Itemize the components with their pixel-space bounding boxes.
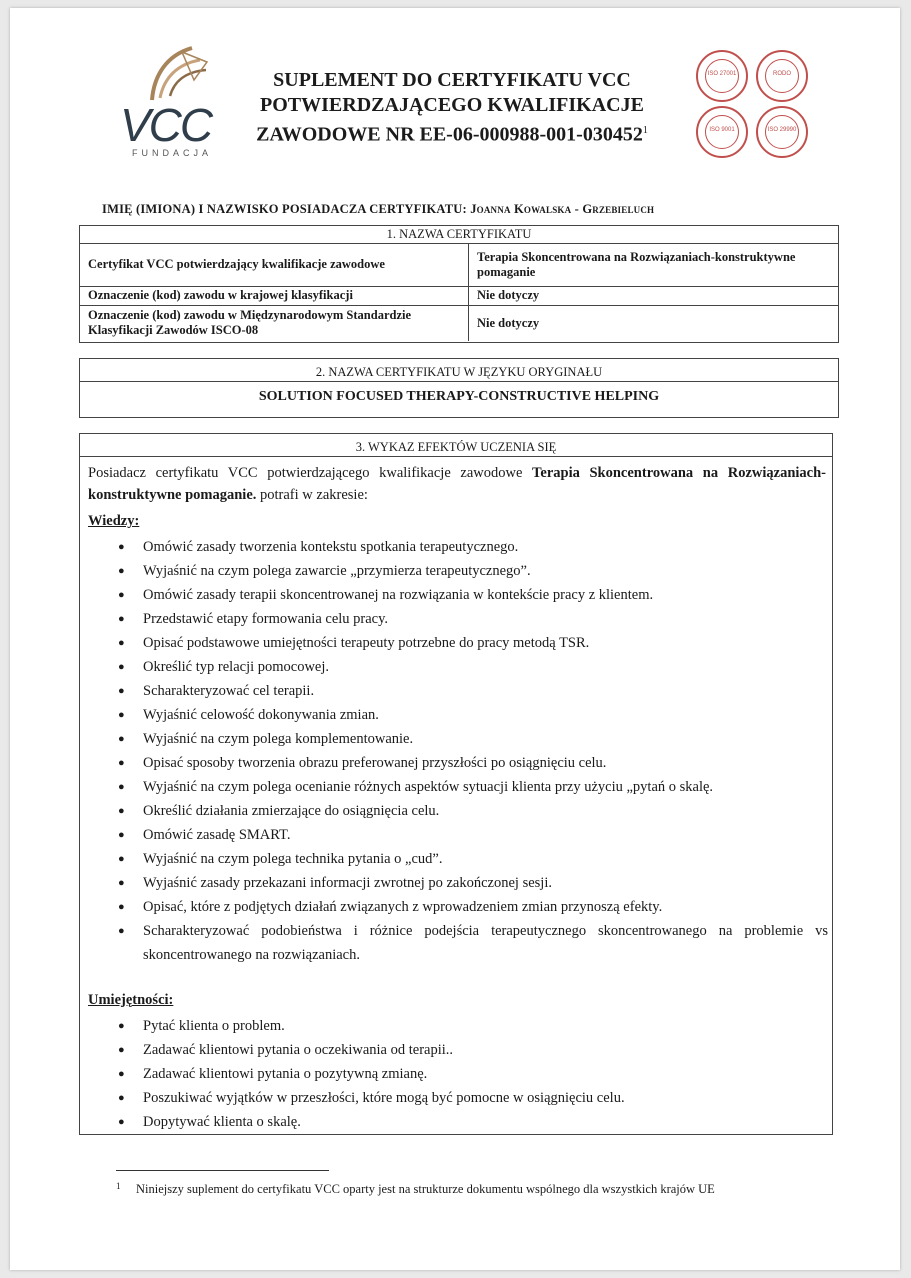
list-item (118, 751, 828, 775)
list-item (118, 847, 828, 871)
list-item-text: Wyjaśnić zasady przekazani informacji zwrotnej po zakończonej sesji. (143, 875, 552, 891)
bullet-icon: ● (118, 1116, 125, 1128)
row-value: Nie dotyczy (469, 286, 839, 305)
table-row (80, 244, 838, 286)
list-item-text: Wyjaśnić na czym polega zawarcie „przymierza terapeutycznego”. (143, 563, 531, 579)
list-item-text: Przedstawić etapy formowania celu pracy. (143, 611, 389, 627)
list-item (118, 607, 828, 631)
knowledge-list (118, 535, 828, 967)
list-item-text: Opisać podstawowe umiejętności terapeuty potrzebne do pracy metodą TSR. (143, 635, 590, 651)
certification-seals (686, 48, 816, 158)
footnote-text: Niniejszy suplement do certyfikatu VCC oparty jest na strukturze dokumentu wspólnego dla wszystkich krajów UE (136, 1182, 715, 1196)
bullet-icon: ● (118, 1068, 125, 1080)
bullet-icon: ● (118, 925, 125, 937)
original-certificate-name: SOLUTION FOCUSED THERAPY-CONSTRUCTIVE HELPING (258, 389, 660, 404)
list-item-text: Omówić zasadę SMART. (143, 827, 291, 843)
list-item (118, 655, 828, 679)
list-item (118, 895, 828, 919)
section1-heading: 1. NAZWA CERTYFIKATU (80, 226, 838, 244)
skills-heading: Umiejętności: (88, 992, 174, 1008)
title-line-2: POTWIERDZAJĄCEGO KWALIFIKACJE (260, 94, 644, 116)
bullet-icon: ● (118, 565, 125, 577)
holder-label: IMIĘ (IMIONA) I NAZWISKO POSIADACZA CERTYFIKATU: (102, 202, 467, 216)
bullet-icon: ● (118, 1092, 125, 1104)
list-item-text: Scharakteryzować cel terapii. (143, 683, 315, 699)
list-item (118, 1038, 828, 1062)
list-item (118, 703, 828, 727)
list-item (118, 1110, 828, 1134)
list-item-text: Określić działania zmierzające do osiągnięcia celu. (143, 803, 440, 819)
skills-list (118, 1014, 828, 1134)
list-item-text: Omówić zasady terapii skoncentrowanej na rozwiązania w kontekście pracy z klientem. (143, 587, 654, 603)
bullet-icon: ● (118, 805, 125, 817)
bullet-icon: ● (118, 829, 125, 841)
list-item (118, 1086, 828, 1110)
document-title (232, 68, 672, 148)
section3-heading: 3. WYKAZ EFEKTÓW UCZENIA SIĘ (80, 439, 832, 457)
bullet-icon: ● (118, 757, 125, 769)
list-item (118, 1062, 828, 1086)
section2-heading: 2. NAZWA CERTYFIKATU W JĘZYKU ORYGINAŁU (80, 364, 838, 382)
title-line-3: ZAWODOWE NR EE-06-000988-001-030452$^1$ (256, 123, 648, 146)
bullet-icon: ● (118, 1044, 125, 1056)
section-certificate-name (79, 225, 839, 343)
seal-iso29990-icon: ISO 29990 (756, 106, 808, 158)
list-item (118, 775, 828, 799)
section-original-name (79, 358, 839, 418)
list-item-text: Pytać klienta o problem. (143, 1018, 285, 1034)
bullet-icon: ● (118, 1020, 125, 1032)
list-item-text: Wyjaśnić celowość dokonywania zmian. (143, 707, 379, 723)
list-item (118, 823, 828, 847)
seal-iso9001-icon: ISO 9001 (696, 106, 748, 158)
footnote (116, 1181, 766, 1197)
list-item-text: Określić typ relacji pomocowej. (143, 659, 330, 675)
list-item (118, 799, 828, 823)
list-item-text: Zadawać klientowi pytania o pozytywną zmianę. (143, 1066, 428, 1082)
list-item (118, 1014, 828, 1038)
logo-text: VCC (120, 99, 212, 151)
list-item-text: Wyjaśnić na czym polega technika pytania o „cud”. (143, 851, 443, 867)
seal-rodo-icon: RODO (756, 50, 808, 102)
list-item (118, 871, 828, 895)
title-line-1: SUPLEMENT DO CERTYFIKATU VCC (273, 69, 631, 91)
title-footnote-mark: 1 (642, 125, 648, 136)
vcc-logo (112, 40, 227, 165)
holder-name: Joanna Kowalska - Grzebieluch (470, 202, 655, 216)
list-item (118, 535, 828, 559)
bullet-icon: ● (118, 661, 125, 673)
list-item (118, 583, 828, 607)
list-item-text: Dopytywać klienta o skalę. (143, 1114, 301, 1130)
bullet-icon: ● (118, 613, 125, 625)
bullet-icon: ● (118, 733, 125, 745)
row-value: Terapia Skoncentrowana na Rozwiązaniach-konstruktywne pomaganie (469, 244, 839, 286)
table-row (80, 286, 838, 305)
bullet-icon: ● (118, 709, 125, 721)
row-value: Nie dotyczy (469, 305, 839, 341)
footnote-number: 1 (116, 1181, 121, 1191)
list-item-text: Omówić zasady tworzenia kontekstu spotkania terapeutycznego. (143, 539, 519, 555)
list-item-text: Poszukiwać wyjątków w przeszłości, które mogą być pomocne w osiągnięciu celu. (143, 1090, 625, 1106)
bullet-icon: ● (118, 901, 125, 913)
row-label: Oznaczenie (kod) zawodu w Międzynarodowym Standardzie Klasyfikacji Zawodów ISCO-08 (80, 305, 469, 341)
learning-intro: Posiadacz certyfikatu VCC potwierdzającego kwalifikacje zawodowe Terapia Skoncentrowana na Rozwiązaniach-konstruktywne pomaganie. potrafi w zakresie: (88, 465, 826, 503)
bullet-icon: ● (118, 637, 125, 649)
list-item-text: Zadawać klientowi pytania o oczekiwania od terapii.. (143, 1042, 454, 1058)
list-item (118, 727, 828, 751)
list-item (118, 679, 828, 703)
table-row (80, 305, 838, 341)
list-item (118, 559, 828, 583)
list-item-text: Wyjaśnić na czym polega komplementowanie. (143, 731, 414, 747)
row-label: Oznaczenie (kod) zawodu w krajowej klasyfikacji (80, 286, 469, 305)
intro-certificate-name: Terapia Skoncentrowana na Rozwiązaniach-konstruktywne pomaganie. (88, 465, 826, 503)
seal-iso27001-icon: ISO 27001 (696, 50, 748, 102)
list-item-text: Opisać, które z podjętych działań związanych z wprowadzeniem zmian przynoszą efekty. (143, 899, 663, 915)
list-item-text: Opisać sposoby tworzenia obrazu preferowanej przyszłości po osiągnięciu celu. (143, 755, 607, 771)
list-item-text: Scharakteryzować podobieństwa i różnice podejścia terapeutycznego skoncentrowanego na problemie vs skoncentrowanego na rozwiązaniach. (143, 923, 828, 963)
logo-subtext: FUNDACJA (132, 148, 213, 158)
list-item (118, 631, 828, 655)
bullet-icon: ● (118, 853, 125, 865)
row-label: Certyfikat VCC potwierdzający kwalifikacje zawodowe (80, 244, 469, 286)
certificate-holder (102, 202, 822, 217)
list-item-text: Wyjaśnić na czym polega ocenianie różnych aspektów sytuacji klienta przy użyciu „pytań o skalę. (143, 779, 714, 795)
bullet-icon: ● (118, 541, 125, 553)
footnote-separator (116, 1170, 329, 1171)
bullet-icon: ● (118, 877, 125, 889)
bullet-icon: ● (118, 685, 125, 697)
certificate-info-table (80, 244, 838, 341)
bullet-icon: ● (118, 589, 125, 601)
list-item (118, 919, 828, 967)
knowledge-heading: Wiedzy: (88, 513, 140, 529)
bullet-icon: ● (118, 781, 125, 793)
